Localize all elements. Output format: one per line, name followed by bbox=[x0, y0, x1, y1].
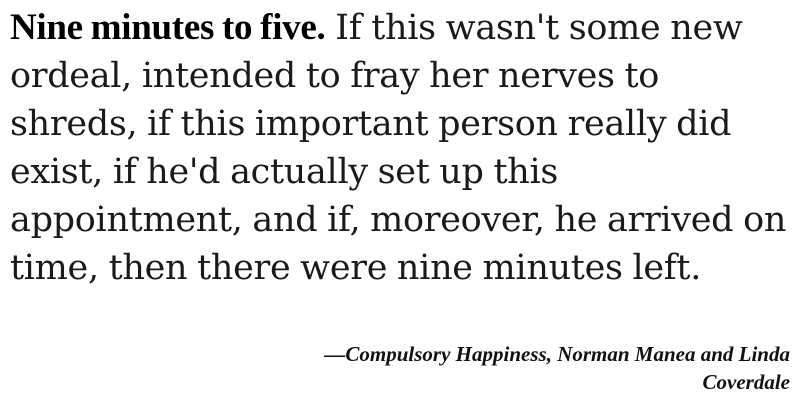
quote-paragraph bbox=[10, 4, 794, 292]
quote-attribution: —Compulsory Happiness, Norman Manea and Linda Coverdale bbox=[324, 342, 790, 394]
quote-lead: Nine minutes to five. bbox=[10, 7, 326, 48]
quote-body: If this wasn't some new ordeal, intended to fray her nerves to shreds, if this important person really did exist, if he'd actually set up this appointment, and if, moreover, he arrived on time, then there were nine minutes left. bbox=[10, 8, 787, 288]
